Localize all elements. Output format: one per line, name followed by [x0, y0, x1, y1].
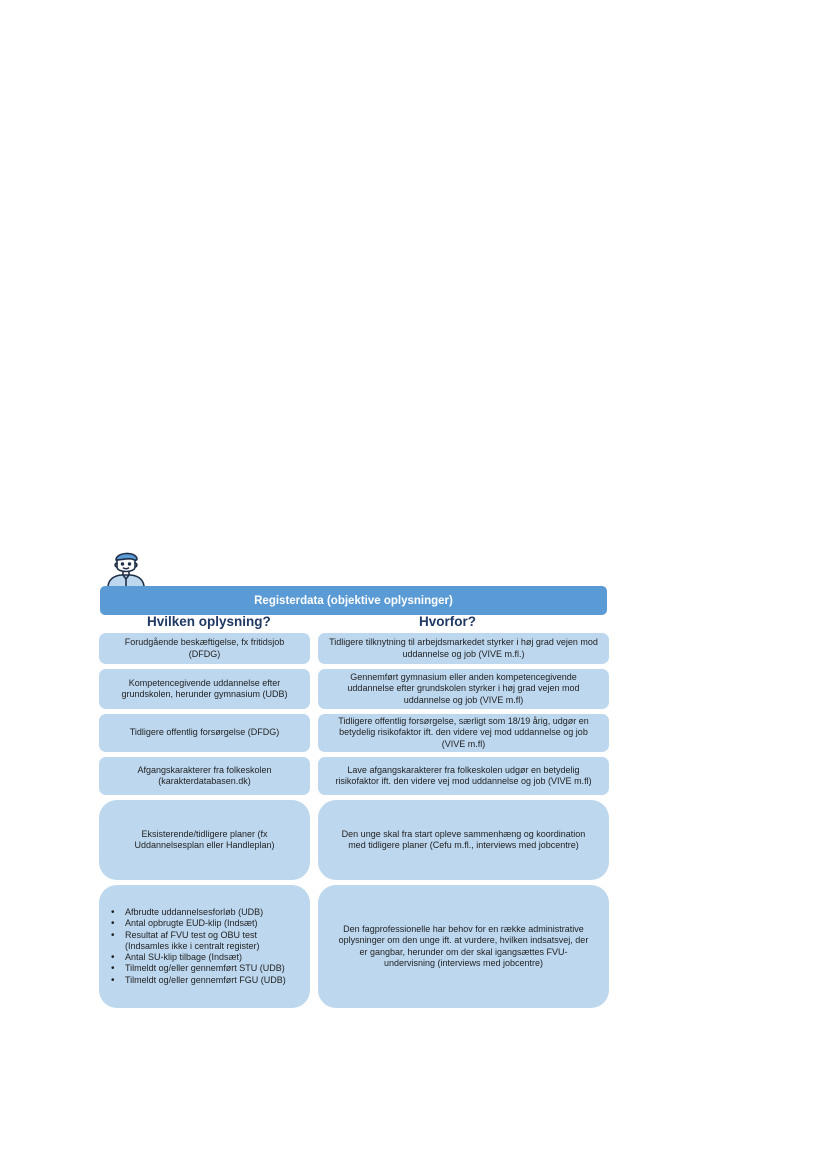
reason-box-right-3	[318, 714, 609, 752]
reason-box-right-1	[318, 633, 609, 664]
reason-box-right-2	[318, 669, 609, 709]
info-text: Tidligere offentlig forsørgelse (DFDG)	[129, 727, 280, 738]
bullet-item: • Resultat af FVU test og OBU test (Indsamles ikke i centralt register)	[125, 930, 302, 953]
header-bar	[100, 586, 607, 615]
info-box-left-1	[99, 633, 310, 664]
header-title: Registerdata (objektive oplysninger)	[254, 594, 453, 607]
reason-text: Den unge skal fra start opleve sammenhæng og koordination med tidligere planer (Cefu m.fl., interviews med jobcentre)	[341, 828, 586, 850]
column-title-right: Hvorfor?	[419, 614, 476, 629]
info-text: Kompetencegivende uddannelse efter grundskolen, herunder gymnasium (UDB)	[121, 677, 288, 699]
info-bullet-list	[107, 907, 302, 986]
person-icon	[104, 548, 148, 588]
info-box-left-4	[99, 757, 310, 795]
column-title-left: Hvilken oplysning?	[147, 614, 271, 629]
reason-text: Lave afgangskarakterer fra folkeskolen udgør en betydelig risikofaktor ift. den videre vej mod uddannelse og job (VIVE m.fl)	[335, 764, 592, 786]
info-box-left-3	[99, 714, 310, 752]
bullet-item: • Afbrudte uddannelsesforløb (UDB)	[125, 907, 302, 918]
bullet-item: • Tilmeldt og/eller gennemført STU (UDB)	[125, 963, 302, 974]
info-box-left-5	[99, 800, 310, 880]
reason-box-right-6	[318, 885, 609, 1008]
info-text: Eksisterende/tidligere planer (fx Uddannelsesplan eller Handleplan)	[134, 828, 275, 850]
bullet-item: • Tilmeldt og/eller gennemført FGU (UDB)	[125, 975, 302, 986]
bullet-item: • Antal opbrugte EUD-klip (Indsæt)	[125, 918, 302, 929]
reason-text: Tidligere offentlig forsørgelse, særligt som 18/19 årig, udgør en betydelig risikofaktor ift. den videre vej mod uddannelse og job (VIVE m.fl)	[338, 715, 589, 749]
reason-text: Den fagprofessionelle har behov for en række administrative oplysninger om den unge ift. at vurdere, hvilken indsatsvej, der er gangbar, herunder om der skal igangsættes FVU-undervisning (interviews med jobcentre)	[338, 923, 589, 968]
reason-box-right-5	[318, 800, 609, 880]
info-text: Afgangskarakterer fra folkeskolen (karakterdatabasen.dk)	[137, 764, 272, 786]
bullet-item: • Antal SU-klip tilbage (Indsæt)	[125, 952, 302, 963]
info-box-left-2	[99, 669, 310, 709]
reason-text: Gennemført gymnasium eller anden kompetencegivende uddannelse efter grundskolen styrker i høj grad vejen mod uddannelse og job (VIVE m.fl)	[347, 671, 580, 705]
reason-box-right-4	[318, 757, 609, 795]
reason-text: Tidligere tilknytning til arbejdsmarkedet styrker i høj grad vejen mod uddannelse og job (VIVE m.fl.)	[329, 637, 598, 659]
info-text: Forudgående beskæftigelse, fx fritidsjob (DFDG)	[124, 637, 285, 659]
info-box-left-6	[99, 885, 310, 1008]
